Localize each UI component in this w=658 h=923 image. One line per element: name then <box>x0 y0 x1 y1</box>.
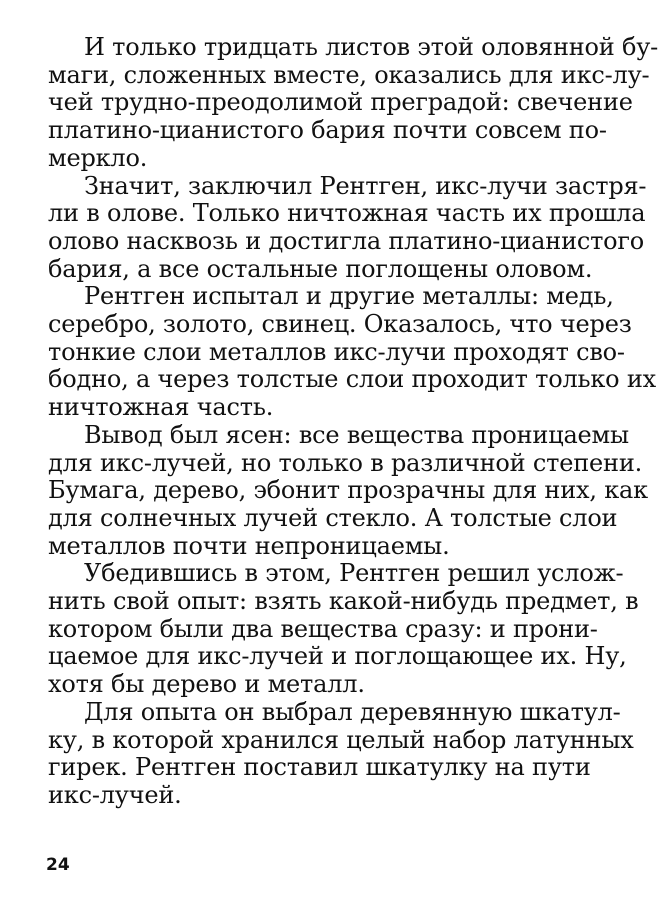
text-line: маги, сложенных вместе, оказались для икс-лу- <box>48 60 650 89</box>
text-line: Вывод был ясен: все вещества проницаемы <box>84 420 629 449</box>
text-line: тонкие слои металлов икс-лучи проходят сво- <box>48 337 625 366</box>
text-line: чей трудно-преодолимой преградой: свечение <box>48 88 633 117</box>
body-text <box>48 33 658 810</box>
text-line: цаемое для икс-лучей и поглощающее их. Ну, <box>48 642 627 671</box>
text-line: Убедившись в этом, Рентген решил услож- <box>84 559 624 588</box>
text-line: Значит, заключил Рентген, икс-лучи застря- <box>84 171 647 200</box>
text-line: ничтожная часть. <box>48 393 274 422</box>
paragraph-4 <box>48 420 648 561</box>
text-line: гирек. Рентген поставил шкатулку на пути <box>48 753 591 782</box>
paragraph-6 <box>48 697 634 810</box>
text-line: серебро, золото, свинец. Оказалось, что через <box>48 310 632 339</box>
text-line: для икс-лучей, но только в различной степени. <box>48 448 643 477</box>
paragraph-1 <box>48 33 658 173</box>
text-line: икс-лучей. <box>48 780 182 809</box>
text-line: Бумага, дерево, эбонит прозрачны для них, как <box>48 476 648 505</box>
paragraph-2 <box>48 171 647 284</box>
text-line: меркло. <box>48 143 148 172</box>
text-line: платино-цианистого бария почти совсем по- <box>48 116 607 145</box>
text-line: ли в олове. Только ничтожная часть их прошла <box>48 199 646 228</box>
text-line: Рентген испытал и другие металлы: медь, <box>84 282 614 311</box>
paragraph-5 <box>48 559 639 699</box>
text-line: котором были два вещества сразу: и прони- <box>48 614 598 643</box>
text-line: для солнечных лучей стекло. А толстые слои <box>48 503 618 532</box>
text-line: бария, а все остальные поглощены оловом. <box>48 254 593 283</box>
text-line: олово насквозь и достигла платино-цианистого <box>48 226 645 255</box>
text-line: И только тридцать листов этой оловянной бу- <box>84 33 658 61</box>
text-line: металлов почти непроницаемы. <box>48 531 450 560</box>
text-line: хотя бы дерево и металл. <box>48 670 365 699</box>
text-line: Для опыта он выбрал деревянную шкатул- <box>84 697 621 726</box>
page-number: 24 <box>46 855 70 875</box>
text-line: нить свой опыт: взять какой-нибудь предмет, в <box>48 587 639 616</box>
text-line: бодно, а через толстые слои проходит только их <box>48 365 656 394</box>
paragraph-3 <box>48 282 656 422</box>
text-line: ку, в которой хранился целый набор латунных <box>48 725 634 754</box>
